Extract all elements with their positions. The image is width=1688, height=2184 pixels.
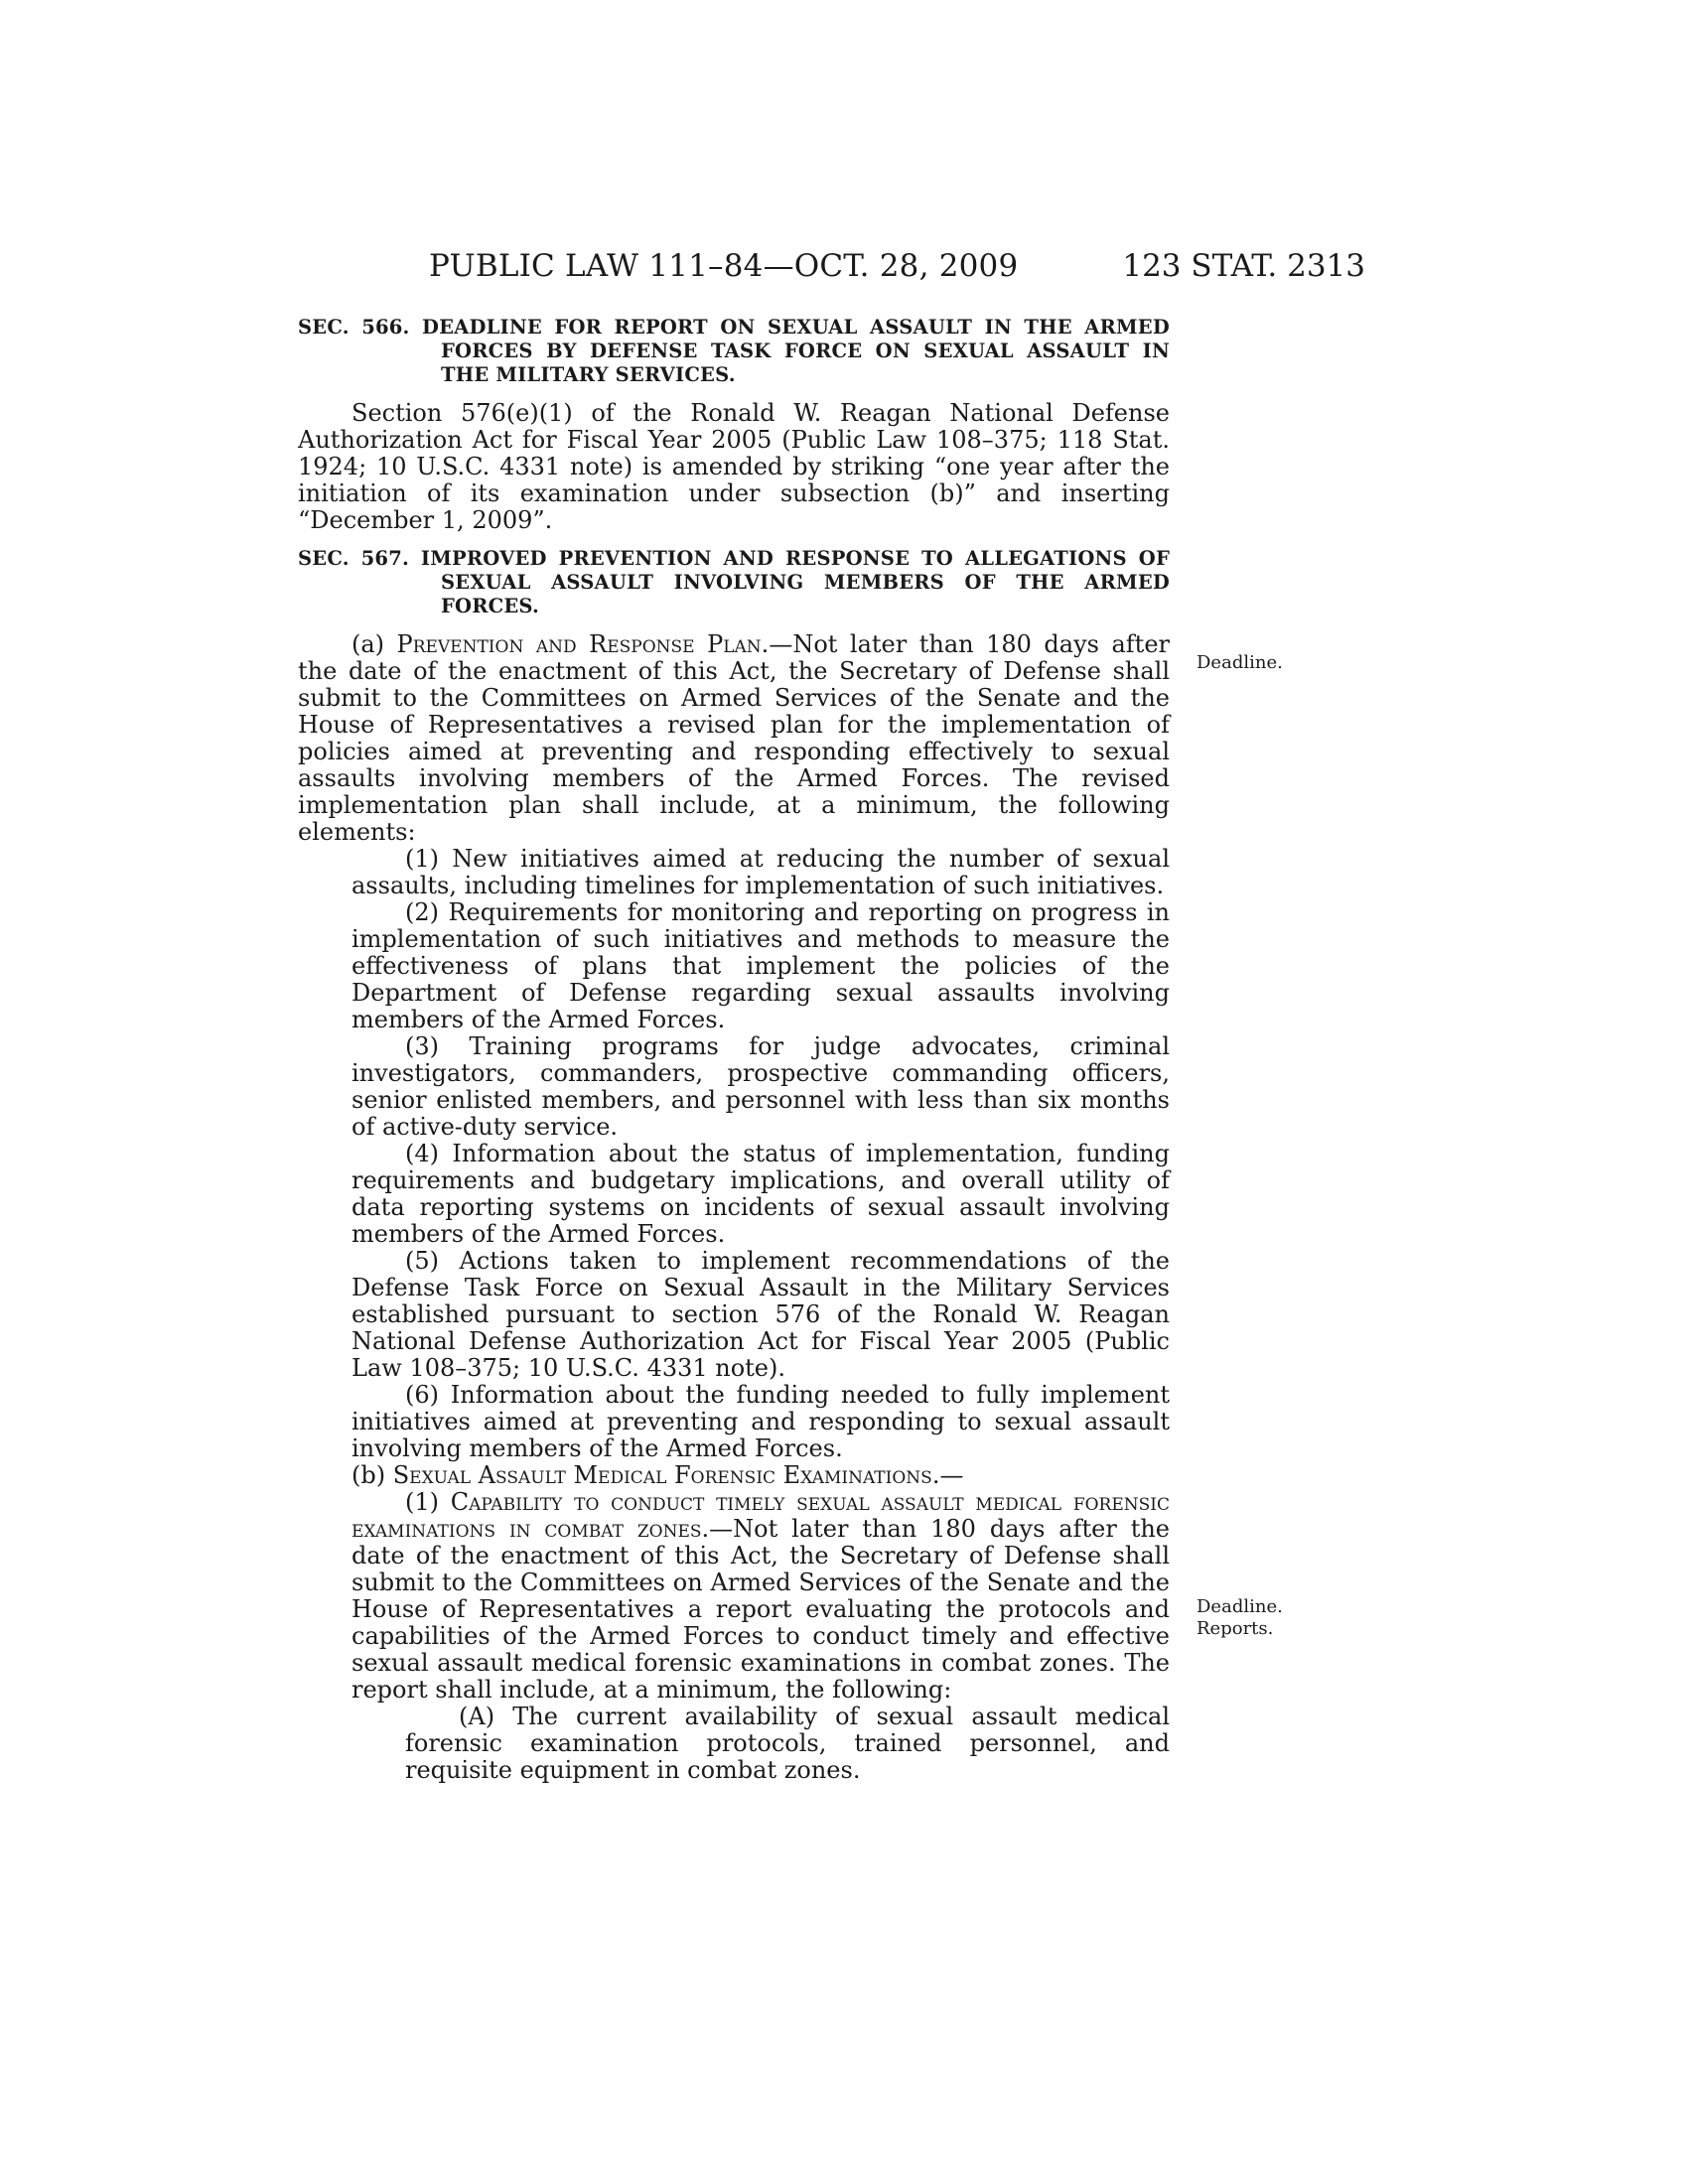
- margin-note-deadline-2: Deadline.: [1196, 1596, 1283, 1617]
- subsection-b-label: (b): [352, 1461, 393, 1489]
- list-item: (2) Requirements for monitoring and reporting on progress in implementation of such initiatives and methods to measure the effectiveness of plans that implement the policies of the Department of Defense regarding sexual assaults involving members of the Armed Forces.: [352, 898, 1170, 1033]
- subsection-a: [298, 631, 1170, 846]
- sec-567-heading: SEC. 567. IMPROVED PREVENTION AND RESPONSE TO ALLEGATIONS OF SEXUAL ASSAULT INVOLVING MEMBERS OF THE ARMED FORCES.: [298, 547, 1170, 617]
- page-header: [298, 248, 1365, 288]
- list-item: (6) Information about the funding needed to fully implement initiatives aimed at preventing and responding to sexual assault involving members of the Armed Forces.: [352, 1381, 1170, 1462]
- subsection-b: [298, 1462, 1170, 1489]
- subsection-a-title: Prevention and Response Plan.: [396, 630, 770, 658]
- margin-note-deadline: Deadline.: [1196, 652, 1283, 673]
- paragraph-b1-label: (1): [405, 1488, 451, 1516]
- body-column: [298, 316, 1170, 1784]
- subsection-a-label: (a): [352, 630, 397, 658]
- margin-note-reports: Reports.: [1196, 1618, 1274, 1639]
- list-item: (5) Actions taken to implement recommendations of the Defense Task Force on Sexual Assault in the Military Services established pursuant to section 576 of the Ronald W. Reagan National Defense Authorization Act for Fiscal Year 2005 (Public Law 108–375; 10 U.S.C. 4331 note).: [352, 1247, 1170, 1382]
- list-item: (4) Information about the status of implementation, funding requirements and budgetary implications, and overall utility of data reporting systems on incidents of sexual assault involving members of the Armed Forces.: [352, 1140, 1170, 1248]
- paragraph-b1: [298, 1489, 1170, 1704]
- subparagraph-b1-A: (A) The current availability of sexual assault medical forensic examination protocols, trained personnel, and requisite equipment in combat zones.: [405, 1703, 1170, 1784]
- subsection-a-text: —Not later than 180 days after the date of the enactment of this Act, the Secretary of Defense shall submit to the Committees on Armed Services of the Senate and the House of Representatives a revised plan for the implementation of policies aimed at preventing and responding effectively to sexual assaults involving members of the Armed Forces. The revised implementation plan shall include, at a minimum, the following elements:: [298, 630, 1170, 846]
- paragraph-b1-title: Capability to conduct timely sexual assault medical forensic examinations in combat zones.: [352, 1488, 1171, 1543]
- subsection-b-dash: —: [939, 1461, 964, 1489]
- statute-citation: 123 STAT. 2313: [1122, 248, 1365, 284]
- running-head: PUBLIC LAW 111–84—OCT. 28, 2009: [429, 248, 1019, 284]
- list-item: (1) New initiatives aimed at reducing the number of sexual assaults, including timelines for implementation of such initiatives.: [352, 845, 1170, 899]
- sec-566-heading: SEC. 566. DEADLINE FOR REPORT ON SEXUAL ASSAULT IN THE ARMED FORCES BY DEFENSE TASK FORCE ON SEXUAL ASSAULT IN THE MILITARY SERVICES.: [298, 316, 1170, 386]
- sec-566-text: Section 576(e)(1) of the Ronald W. Reagan National Defense Authorization Act for Fiscal Year 2005 (Public Law 108–375; 118 Stat. 1924; 10 U.S.C. 4331 note) is amended by striking “one year after the initiation of its examination under subsection (b)” and inserting “December 1, 2009”.: [298, 399, 1170, 534]
- list-item: (3) Training programs for judge advocates, criminal investigators, commanders, prospective commanding officers, senior enlisted members, and personnel with less than six months of active-duty service.: [352, 1032, 1170, 1141]
- subsection-b-title: Sexual Assault Medical Forensic Examinations.: [392, 1461, 940, 1489]
- paragraph-b1-text: —Not later than 180 days after the date of the enactment of this Act, the Secretary of Defense shall submit to the Committees on Armed Services of the Senate and the House of Representatives a report evaluating the protocols and capabilities of the Armed Forces to conduct timely and effective sexual assault medical forensic examinations in combat zones. The report shall include, at a minimum, the following:: [352, 1515, 1170, 1704]
